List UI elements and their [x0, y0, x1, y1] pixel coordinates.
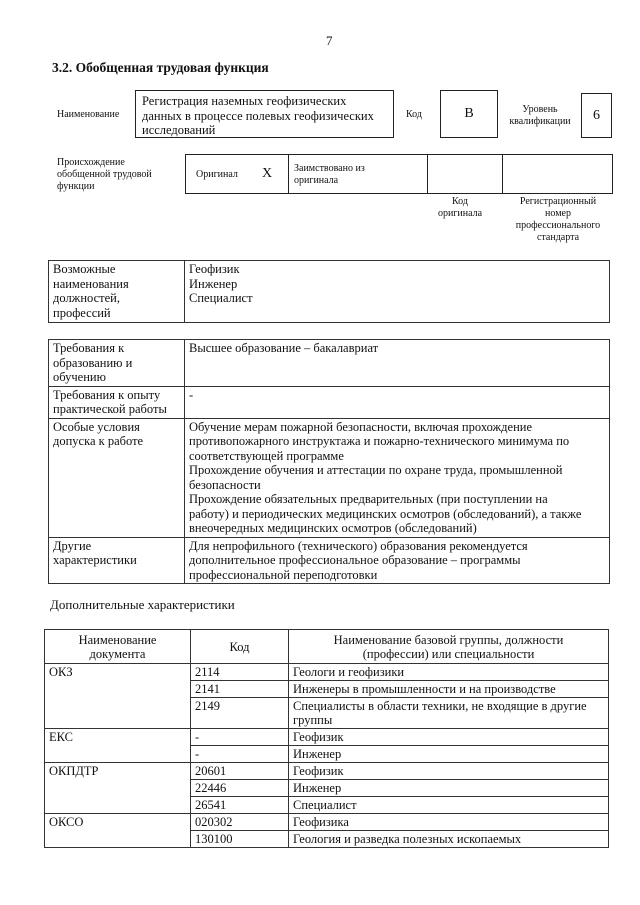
name-cell: Инженер — [289, 780, 609, 797]
additional-title: Дополнительные характеристики — [50, 597, 235, 612]
additional-table — [44, 629, 609, 848]
header-name: Наименование базовой группы, должности (профессии) или специальности — [289, 630, 609, 664]
name-cell: Геология и разведка полезных ископаемых — [289, 831, 609, 848]
name-cell: Инженер — [289, 746, 609, 763]
requirement-value: Для непрофильного (технического) образования рекомендуется дополнительное профессиональное образование – программы профессиональной переподготовки — [185, 537, 610, 584]
requirement-value: - — [185, 386, 610, 418]
table-row — [45, 814, 609, 831]
list-item: Специалист — [189, 291, 253, 305]
name-cell: Геофизик — [289, 729, 609, 746]
origin-table — [185, 154, 613, 194]
requirement-label: Особые условия допуска к работе — [49, 418, 185, 537]
divider — [427, 155, 428, 193]
original-mark: X — [262, 166, 273, 181]
level-value: 6 — [581, 93, 612, 138]
table-row — [49, 537, 610, 584]
name-label: Наименование — [57, 109, 120, 120]
borrowed-label: Заимствовано из оригинала — [294, 163, 365, 186]
divider — [502, 155, 503, 193]
table-row — [49, 418, 610, 537]
doc-cell: ЕКС — [45, 729, 191, 763]
table-row — [49, 340, 610, 387]
list-item: Геофизик — [189, 262, 240, 276]
reg-number-caption: Регистрационный номер профессионального стандарта — [515, 196, 601, 243]
code-cell: 26541 — [191, 797, 289, 814]
origin-label: Происхождение обобщенной трудовой функции — [57, 157, 152, 192]
code-cell: 2149 — [191, 698, 289, 729]
function-name-box — [135, 90, 394, 138]
table-row — [45, 664, 609, 681]
code-cell: 130100 — [191, 831, 289, 848]
code-cell: - — [191, 729, 289, 746]
requirement-label: Требования к опыту практической работы — [49, 386, 185, 418]
table-row — [45, 729, 609, 746]
code-cell: 020302 — [191, 814, 289, 831]
header-doc: Наименование документа — [45, 630, 191, 664]
requirement-value: Высшее образование – бакалавриат — [185, 340, 610, 387]
function-name: Регистрация наземных геофизических данных в процессе полевых геофизических исследований — [142, 94, 374, 137]
positions-table — [48, 260, 610, 323]
original-label: Оригинал — [196, 169, 238, 180]
name-cell: Геофизик — [289, 763, 609, 780]
table-row — [49, 386, 610, 418]
doc-cell: ОКСО — [45, 814, 191, 848]
code-cell: 2141 — [191, 681, 289, 698]
name-cell: Специалисты в области техники, не входящие в другие группы — [289, 698, 609, 729]
code-value: B — [440, 90, 498, 138]
table-row — [45, 763, 609, 780]
code-label: Код — [406, 109, 422, 120]
requirement-value: Обучение мерам пожарной безопасности, включая прохождение противопожарного инструктажа и пожарно-технического минимума по соответствующей программе Прохождение обучения и аттестации по охране труда, промышленной безопасности Прохождение обязательных предварительных (при поступлении на работу) и периодических медицинских осмотров (обследований), а также внеочередных медицинских осмотров (обследований) — [185, 418, 610, 537]
section-title: 3.2. Обобщенная трудовая функция — [52, 60, 269, 75]
divider — [288, 155, 289, 193]
name-cell: Геофизика — [289, 814, 609, 831]
code-cell: - — [191, 746, 289, 763]
name-cell: Инженеры в промышленности и на производстве — [289, 681, 609, 698]
requirements-table — [48, 339, 610, 584]
table-header-row — [45, 630, 609, 664]
doc-cell: ОКПДТР — [45, 763, 191, 814]
name-cell: Специалист — [289, 797, 609, 814]
code-original-caption: Код оригинала — [437, 196, 483, 219]
doc-cell: ОКЗ — [45, 664, 191, 729]
requirement-label: Требования к образованию и обучению — [49, 340, 185, 387]
positions-label: Возможные наименования должностей, профессий — [49, 261, 185, 323]
code-cell: 2114 — [191, 664, 289, 681]
list-item: Инженер — [189, 276, 238, 291]
code-cell: 22446 — [191, 780, 289, 797]
requirement-label: Другие характеристики — [49, 537, 185, 584]
positions-list — [185, 261, 610, 323]
level-label: Уровень квалификации — [509, 104, 571, 127]
header-code: Код — [191, 630, 289, 664]
name-cell: Геологи и геофизики — [289, 664, 609, 681]
page-number: 7 — [326, 33, 333, 48]
code-cell: 20601 — [191, 763, 289, 780]
